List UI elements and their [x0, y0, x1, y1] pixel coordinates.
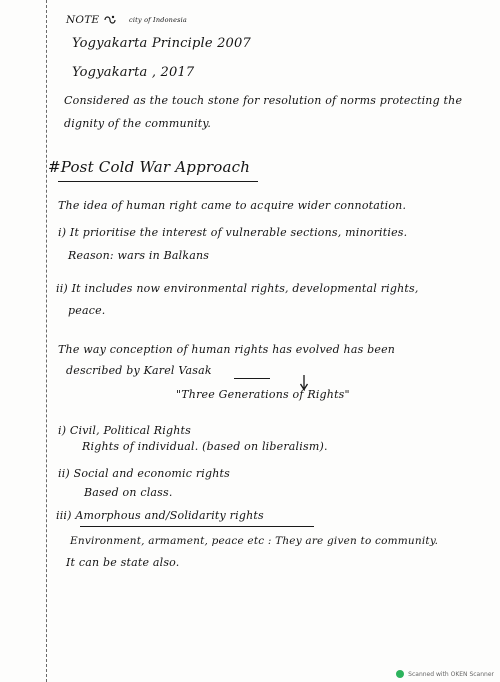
note-label: NOTE — [66, 14, 100, 26]
point2-line1: ii) It includes now environmental rights, developmental rights, — [56, 282, 419, 295]
gen3-underline — [80, 526, 314, 527]
heading-underline — [58, 181, 258, 182]
point1-line2: Reason: wars in Balkans — [68, 249, 210, 262]
intro-line-1: Considered as the touch stone for resolution of norms protecting the — [64, 94, 463, 107]
vasak-underline — [234, 378, 270, 379]
gen3-title: iii) Amorphous and/Solidarity rights — [56, 509, 264, 522]
generations-label: "Three Generations of Rights" — [176, 388, 350, 401]
scanner-watermark-text: Scanned with OKEN Scanner — [408, 670, 494, 678]
gen3-desc-2: It can be state also. — [66, 556, 180, 569]
para1: The idea of human right came to acquire wider connotation. — [58, 199, 407, 212]
title-line-2: Yogyakarta , 2017 — [72, 65, 195, 80]
gen1-desc: Rights of individual. (based on liberalism). — [82, 440, 328, 453]
intro-line-2: dignity of the community. — [64, 117, 212, 130]
point1-line1: i) It prioritise the interest of vulnerable sections, minorities. — [58, 226, 408, 239]
note-squiggle-icon — [103, 14, 117, 26]
note-annotation: city of Indonesia — [129, 16, 188, 24]
scanner-watermark — [396, 670, 494, 678]
point2-line2: peace. — [68, 304, 106, 317]
section-heading: #Post Cold War Approach — [48, 158, 251, 176]
para2-line2: described by Karel Vasak — [66, 364, 212, 377]
margin-line — [46, 0, 47, 682]
gen3-desc-1: Environment, armament, peace etc : They are given to community. — [70, 535, 439, 547]
gen1-title: i) Civil, Political Rights — [58, 424, 191, 437]
para2-line1: The way conception of human rights has evolved has been — [58, 343, 396, 356]
title-line-1: Yogyakarta Principle 2007 — [72, 36, 251, 51]
scanner-logo-icon — [396, 670, 404, 678]
gen2-title: ii) Social and economic rights — [58, 467, 230, 480]
gen2-desc: Based on class. — [84, 486, 173, 499]
